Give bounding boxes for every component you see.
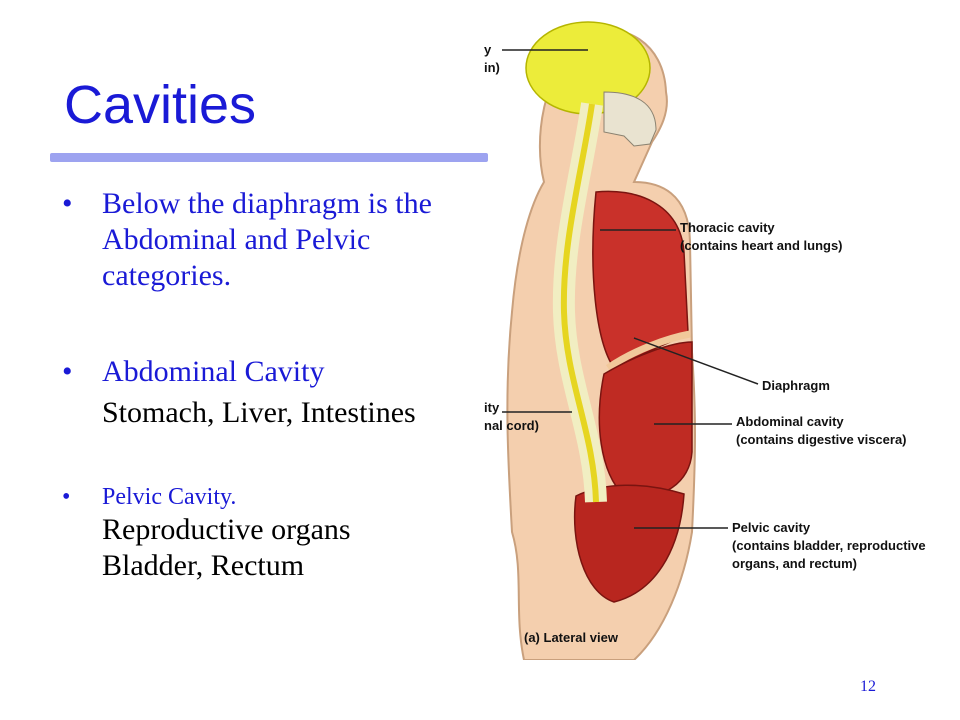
bullet-item-abdominal	[62, 354, 442, 390]
title-underline	[50, 153, 488, 162]
figure-caption: (a) Lateral view	[524, 630, 618, 645]
body-cavities-illustration	[484, 12, 960, 660]
label-abdominal-contents: (contains digestive viscera)	[736, 432, 907, 447]
label-pelvic-contents-2: organs, and rectum)	[732, 556, 857, 571]
bullet-dot: •	[62, 484, 71, 510]
slide-title: Cavities	[64, 75, 257, 135]
label-cranial-fragment-2: in)	[484, 60, 500, 75]
bullet-heading: Abdominal Cavity	[102, 355, 325, 388]
label-pelvic-contents-1: (contains bladder, reproductive	[732, 538, 926, 553]
label-pelvic-cavity: Pelvic cavity	[732, 520, 811, 535]
label-abdominal-cavity: Abdominal cavity	[736, 414, 844, 429]
bullet-text: Below the diaphragm is the Abdominal and Pelvic categories.	[102, 187, 432, 292]
bullet-detail: Stomach, Liver, Intestines	[102, 396, 416, 429]
label-thoracic-cavity: Thoracic cavity	[680, 220, 775, 235]
bullet-detail: Reproductive organs	[102, 513, 351, 546]
bullet-heading: Pelvic Cavity.	[102, 484, 237, 510]
page-number: 12	[860, 678, 876, 695]
bullet-dot: •	[62, 355, 73, 388]
label-vertebral-fragment-2: nal cord)	[484, 418, 539, 433]
bullet-detail: Bladder, Rectum	[102, 549, 305, 582]
label-thoracic-contents: (contains heart and lungs)	[680, 238, 843, 253]
bullet-item-pelvic	[62, 482, 442, 584]
label-cranial-fragment-1: y	[484, 42, 492, 57]
bullet-dot: •	[62, 187, 73, 220]
bullet-item-diaphragm	[62, 186, 442, 294]
label-vertebral-fragment-1: ity	[484, 400, 500, 415]
label-diaphragm: Diaphragm	[762, 378, 830, 393]
bullet-list	[62, 186, 442, 584]
